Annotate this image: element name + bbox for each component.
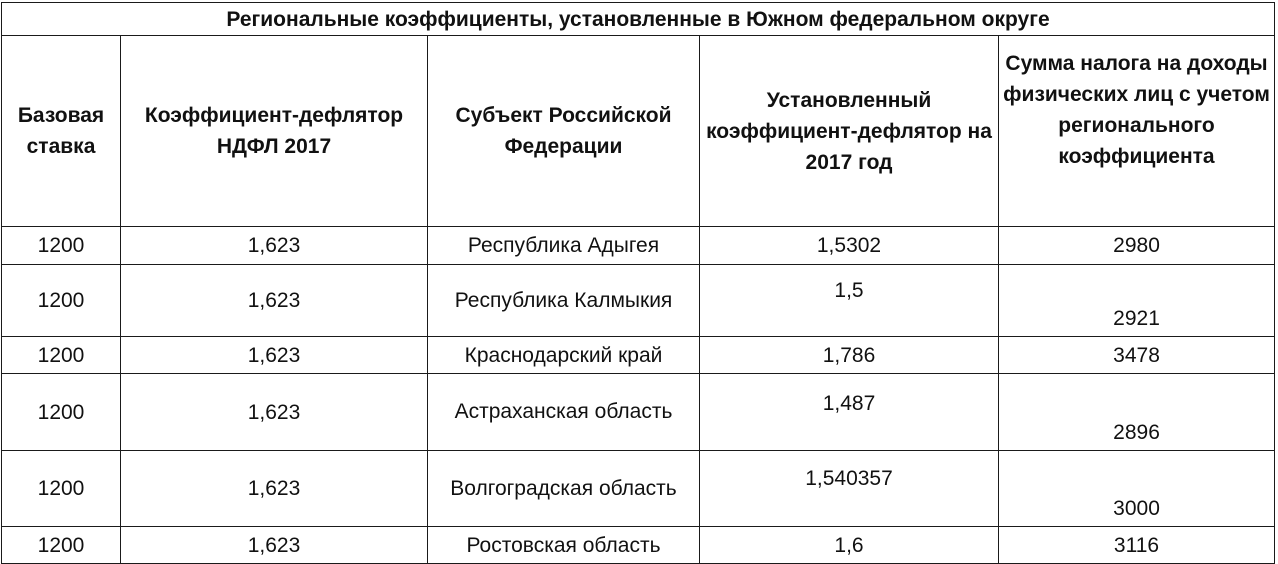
cell-deflator: 1,623 xyxy=(121,527,428,564)
cell-subject: Республика Адыгея xyxy=(428,227,700,265)
table-row xyxy=(2,227,1275,265)
cell-base-rate: 1200 xyxy=(2,227,121,265)
cell-established: 1,6 xyxy=(700,527,999,564)
cell-subject: Волгоградская область xyxy=(428,451,700,527)
cell-subject: Астраханская область xyxy=(428,374,700,451)
cell-deflator: 1,623 xyxy=(121,337,428,374)
cell-subject: Ростовская область xyxy=(428,527,700,564)
cell-deflator: 1,623 xyxy=(121,227,428,265)
regional-coefficients-table xyxy=(1,2,1275,564)
cell-established: 1,786 xyxy=(700,337,999,374)
cell-tax-sum: 2896 xyxy=(999,374,1275,451)
cell-subject: Республика Калмыкия xyxy=(428,265,700,337)
cell-tax-sum: 3000 xyxy=(999,451,1275,527)
cell-deflator: 1,623 xyxy=(121,451,428,527)
table-row xyxy=(2,374,1275,451)
cell-deflator: 1,623 xyxy=(121,374,428,451)
table-title: Региональные коэффициенты, установленные в Южном федеральном округе xyxy=(2,3,1275,36)
cell-base-rate: 1200 xyxy=(2,451,121,527)
cell-base-rate: 1200 xyxy=(2,337,121,374)
header-deflator-ndfl: Коэффициент-дефлятор НДФЛ 2017 xyxy=(121,36,428,227)
header-row xyxy=(2,36,1275,227)
cell-deflator: 1,623 xyxy=(121,265,428,337)
table-row xyxy=(2,527,1275,564)
cell-tax-sum: 3116 xyxy=(999,527,1275,564)
cell-subject: Краснодарский край xyxy=(428,337,700,374)
header-subject: Субъект Российской Федерации xyxy=(428,36,700,227)
header-tax-sum: Сумма налога на доходы физических лиц с учетом регионального коэффициента xyxy=(999,36,1275,227)
header-base-rate: Базовая ставка xyxy=(2,36,121,227)
table-row xyxy=(2,451,1275,527)
cell-established: 1,5 xyxy=(700,265,999,337)
table-row xyxy=(2,265,1275,337)
cell-tax-sum: 3478 xyxy=(999,337,1275,374)
cell-tax-sum: 2980 xyxy=(999,227,1275,265)
cell-base-rate: 1200 xyxy=(2,374,121,451)
table-row xyxy=(2,337,1275,374)
cell-established: 1,5302 xyxy=(700,227,999,265)
title-row xyxy=(2,3,1275,36)
cell-established: 1,487 xyxy=(700,374,999,451)
cell-established: 1,540357 xyxy=(700,451,999,527)
header-established-deflator: Установленный коэффициент-дефлятор на 2017 год xyxy=(700,36,999,227)
cell-tax-sum: 2921 xyxy=(999,265,1275,337)
cell-base-rate: 1200 xyxy=(2,265,121,337)
cell-base-rate: 1200 xyxy=(2,527,121,564)
